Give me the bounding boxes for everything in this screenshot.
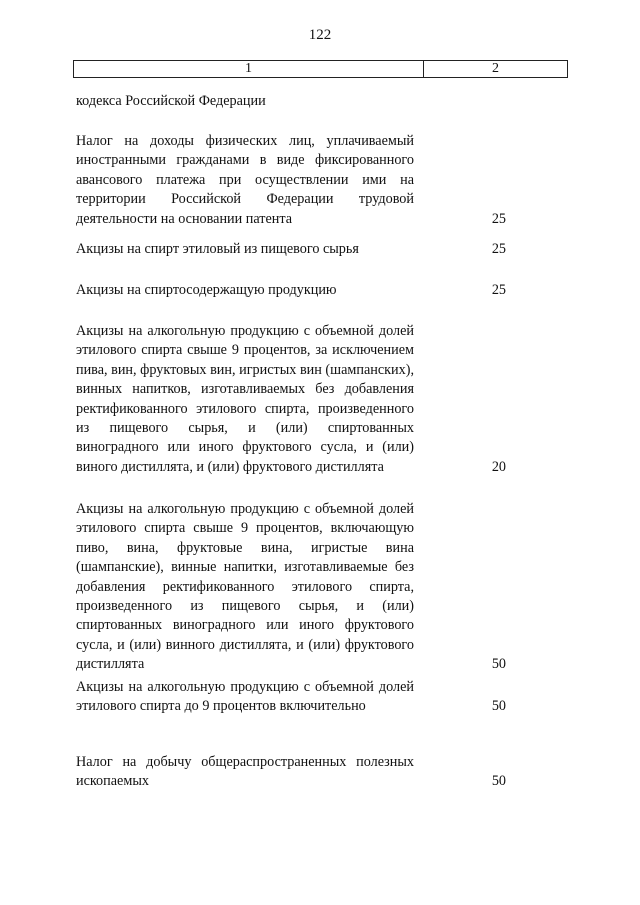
- row-percentage: 50: [491, 773, 506, 790]
- row-description: Налог на добычу общераспространенных полезных ископаемых: [76, 754, 414, 790]
- table-header: [73, 60, 568, 78]
- row-description: Акцизы на спирт этиловый из пищевого сырья: [76, 241, 359, 257]
- row-description: Налог на доходы физических лиц, уплачиваемый иностранными гражданами в виде фиксированного авансового платежа при осуществлении ими на территории Российской Федерации трудовой деятельности на основании патента: [76, 133, 414, 227]
- table-row-excise-alcohol-up-to-9: [76, 678, 506, 717]
- header-column-2: 2: [492, 61, 499, 76]
- row-percentage: 50: [491, 698, 506, 715]
- header-column-1: 1: [74, 61, 424, 77]
- row-percentage: 25: [491, 210, 506, 227]
- continuation-text: кодекса Российской Федерации: [76, 93, 266, 109]
- row-percentage: 20: [491, 458, 506, 475]
- table-row-excise-alcohol-over-9-excluding: [76, 322, 506, 477]
- row-description: Акцизы на алкогольную продукцию с объемной долей этилового спирта до 9 процентов включительно: [76, 679, 414, 715]
- row-percentage: 25: [491, 241, 506, 257]
- page-number: 122: [308, 27, 332, 43]
- row-description: Акцизы на алкогольную продукцию с объемной долей этилового спирта свыше 9 процентов, за исключением пива, вин, фруктовых вин, игристых вин (шампанских), винных напитков, изготавливаемых без добавления ректификованного этилового спирта, произведенного из пищевого сырья, и (или) спиртованных виноградного или иного фруктового сусла, и (или) виного дистиллята, и (или) фруктового дистиллята: [76, 323, 414, 475]
- row-description: Акцизы на спиртосодержащую продукцию: [76, 282, 337, 298]
- row-percentage: 50: [491, 656, 506, 673]
- table-row-excise-spirit: [76, 240, 506, 259]
- table-row-excise-alcohol-over-9-including: [76, 500, 506, 675]
- table-row-excise-spirit-products: [76, 281, 506, 300]
- table-row-ndfl-patent: [76, 132, 506, 229]
- row-description: Акцизы на алкогольную продукцию с объемной долей этилового спирта свыше 9 процентов, включающую пиво, вина, фруктовые вина, игристые вина (шампанские), винные напитки, изготавливаемые без добавления ректификованного этилового спирта, произведенного из пищевого сырья, и (или) спиртованных виноградного или иного фруктового сусла, и (или) винного дистиллята, и (или) фруктового дистиллята: [76, 501, 414, 673]
- table-row-mining-tax: [76, 753, 506, 792]
- row-percentage: 25: [491, 282, 506, 298]
